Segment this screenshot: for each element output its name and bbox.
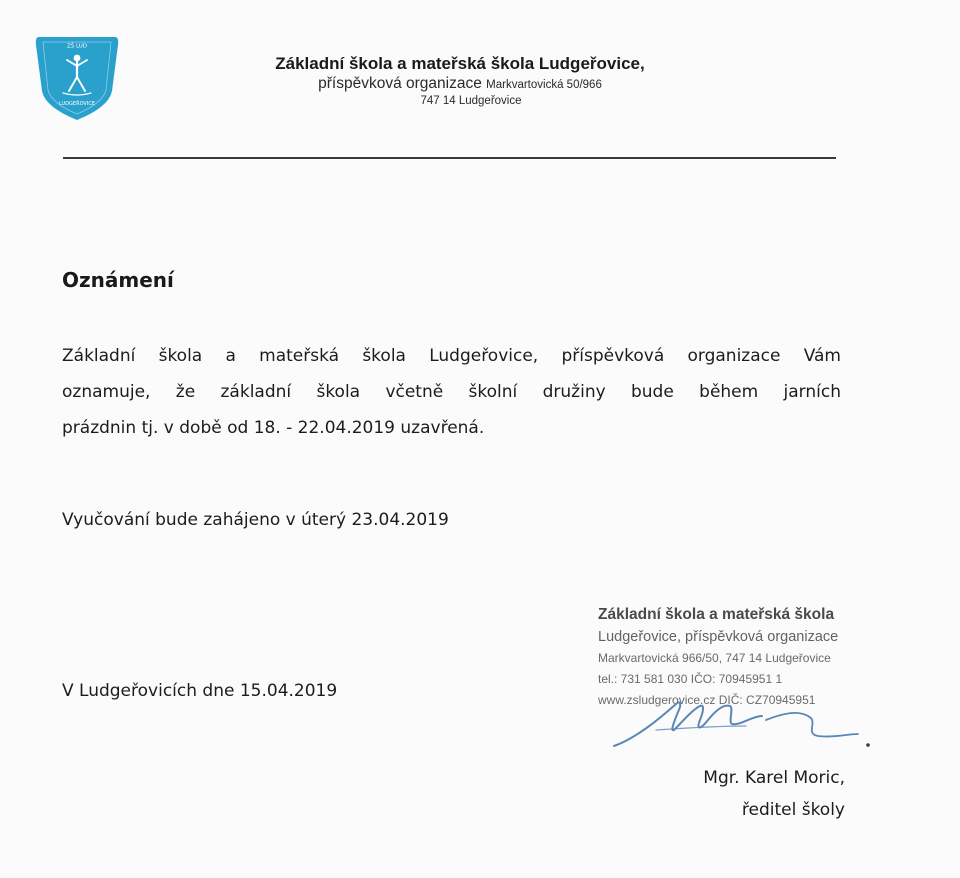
- school-logo: [33, 33, 121, 123]
- logo-bottom-text: LUDGEŘOVICE: [59, 101, 95, 107]
- letterhead-org-line: [180, 75, 740, 94]
- signer-block: [640, 762, 845, 826]
- document-title: Oznámení: [62, 268, 174, 292]
- letterhead: [180, 54, 740, 109]
- place-and-date: V Ludgeřovicích dne 15.04.2019: [62, 681, 338, 701]
- signer-role: ředitel školy: [741, 800, 845, 820]
- logo-top-text: ZŠ LUD: [66, 43, 88, 50]
- letterhead-city: 747 14 Ludgeřovice: [420, 94, 522, 107]
- letterhead-street: Markvartovická 50/966: [486, 79, 602, 92]
- school-emblem-shield-icon: [33, 33, 121, 123]
- letterhead-school-name: Základní škola a mateřská škola Ludgeřovice,: [275, 54, 645, 73]
- signer-name: Mgr. Karel Moric,: [703, 768, 845, 788]
- paragraph-line: oznamuje, že základní škola včetně školní družiny bude během jarních: [62, 382, 841, 402]
- classes-start-text: Vyučování bude zahájeno v úterý 23.04.2019: [62, 510, 449, 530]
- official-stamp: [598, 604, 898, 711]
- stamp-address: Markvartovická 966/50, 747 14 Ludgeřovice: [598, 651, 831, 665]
- paragraph-line: prázdnin tj. v době od 18. - 22.04.2019 uzavřená.: [62, 418, 485, 438]
- paragraph-line: Základní škola a mateřská škola Ludgeřovice, příspěvková organizace Vám: [62, 346, 841, 366]
- stamp-name-line1: Základní škola a mateřská škola: [598, 606, 835, 623]
- stamp-web-dic: www.zsludgerovice.cz DIČ: CZ70945951: [598, 693, 816, 707]
- announcement-paragraph: [62, 338, 841, 446]
- stamp-phone-ico: tel.: 731 581 030 IČO: 70945951 1: [598, 672, 783, 686]
- letterhead-org-type: příspěvková organizace: [318, 75, 482, 93]
- stamp-name-line2: Ludgeřovice, příspěvková organizace: [598, 629, 839, 645]
- header-divider: [63, 157, 836, 159]
